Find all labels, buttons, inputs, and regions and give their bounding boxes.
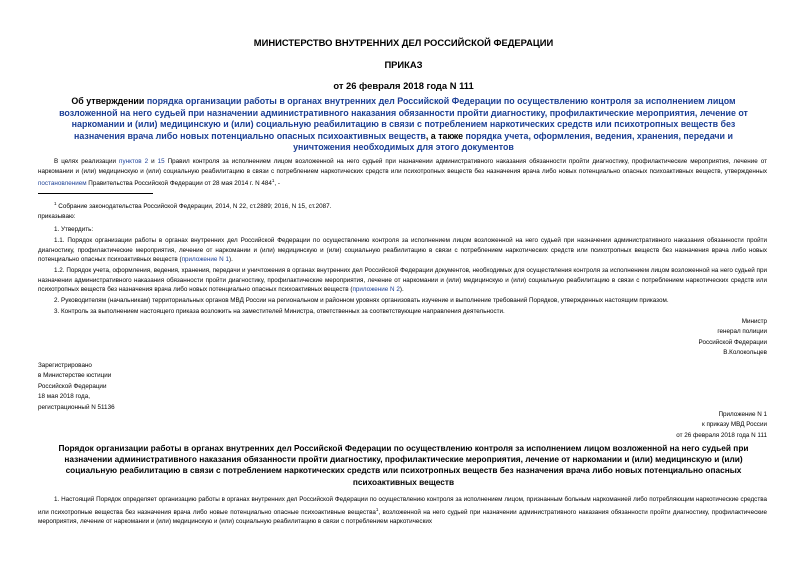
paragraph-text: , возложенной на него судьей при назначении административного наказания обязанности пройти диагностику, профилактические мероприятия, лечение от наркомании и (или) медицинскую и (или) социальную реабилитацию в связи с потреблением наркотических xyxy=(38,508,768,526)
appendix-paragraph-1 xyxy=(38,495,767,527)
doc-type: ПРИКАЗ xyxy=(384,59,423,70)
link-resolution[interactable]: постановлением xyxy=(38,180,87,188)
link-appendix-1[interactable]: приложение N 1 xyxy=(181,256,229,264)
signature-name: В.Колокольцев xyxy=(723,349,767,357)
footnote-mark: 1 xyxy=(375,506,379,512)
registration-block xyxy=(38,361,115,413)
signature-line: Российской Федерации xyxy=(698,338,767,346)
title-link-procedure[interactable]: порядка организации работы в органах внутренних дел Российской Федерации по осуществлению контроля за исполнением лицом возложенной на него судьей при назначении административного наказания обязанности пройти диагностику, профилактические мероприятия, лечение от наркомании и (или) медицинскую и (или) социальную реабилитацию в связи с потреблением наркотических средств или психотропных веществ без назначения врача либо новых потенциально опасных психоактивных веществ xyxy=(59,96,748,141)
preamble-text: , - xyxy=(274,180,280,188)
signature-block xyxy=(699,317,767,359)
item-text: 1.2. Порядок учета, оформления, ведения, хранения, передачи и уничтожения в органах внутренних дел Российской Федерации документов, необходимых для осуществления контроля за исполнением лицом возложенной на него судьей при назначении административного наказания обязанности пройти диагностику, профилактические мероприятия, лечение от наркомании и (или) медицинскую и (или) социальную реабилитацию в связи с потреблением наркотических средств или психотропных веществ без назначения врача либо новых потенциально опасных психоактивных веществ ( xyxy=(38,267,767,294)
paragraph-text: 1. Настоящий Порядок определяет организацию работы в органах внутренних дел Российской Федерации по осуществлению контроля за исполнением лицом, признанным больным наркоманией либо потребляющим наркотические средства или психотропные вещества без назначения врача либо новые потенциально опасные психоактивные вещества xyxy=(38,496,767,516)
footnote xyxy=(38,199,767,212)
ministry-header: МИНИСТЕРСТВО ВНУТРЕННИХ ДЕЛ РОССИЙСКОЙ ФЕДЕРАЦИИ xyxy=(253,37,554,48)
link-appendix-2[interactable]: приложение N 2 xyxy=(352,286,400,294)
title-text: , а также xyxy=(425,130,466,141)
title-link-accounting[interactable]: порядка учета, оформления, ведения, хранения, передачи и уничтожения необходимых для этого документов xyxy=(293,130,733,153)
footnote-separator xyxy=(38,193,153,194)
signature-line: генерал полиции xyxy=(717,328,767,336)
registration-line: Зарегистрировано xyxy=(38,362,92,369)
title-text: Об утверждении xyxy=(71,96,147,106)
appendix-line: Приложение N 1 xyxy=(718,411,767,418)
item-text: ). xyxy=(228,256,233,264)
preamble-text: Правил контроля за исполнением лицом возложенной на него судьей при назначении административного наказания обязанности пройти диагностику, профилактические мероприятия, лечение от наркомании и (или) медицинскую и (или) социальную реабилитацию в связи с потреблением наркотических средств или психотропных веществ без назначения врача либо новых потенциально опасных психоактивных веществ, утвержденных xyxy=(38,158,767,175)
appendix-line: от 26 февраля 2018 года N 111 xyxy=(676,431,767,439)
footnote-text: Собрание законодательства Российской Федерации, 2014, N 22, ст.2889; 2016, N 15, ст.2087. xyxy=(58,203,332,211)
order-title xyxy=(58,96,749,154)
link-points-2[interactable]: пунктов 2 xyxy=(119,158,149,165)
item-text: 1.1. Порядок организации работы в органах внутренних дел Российской Федерации по осуществлению контроля за исполнением лицом возложенной на него судьей при назначении административного наказания обязанности пройти диагностику, профилактические мероприятия, лечение от наркомании и (или) медицинскую и (или) социальную реабилитацию в связи с потреблением наркотических средств или психотропных веществ без назначения врача либо новых потенциально опасных психоактивных веществ ( xyxy=(38,237,767,264)
item-1: 1. Утвердить: xyxy=(54,226,94,233)
item-1-1 xyxy=(38,236,767,265)
preamble-text: В целях реализации xyxy=(54,158,120,165)
item-1-2 xyxy=(38,266,767,295)
appendix-reference xyxy=(676,410,767,441)
footnote-mark: 1 xyxy=(271,178,275,184)
footnote-mark: 1 xyxy=(54,201,57,206)
registration-line: в Министерстве юстиции xyxy=(38,372,112,380)
registration-line: Российской Федерации xyxy=(38,382,107,390)
registration-line: 18 мая 2018 года, xyxy=(38,393,90,401)
appendix-title: Порядок организации работы в органах внутренних дел Российской Федерации по осуществлению контроля за исполнением лицом возложенной на него судьей при назначении административного наказания обязанности пройти диагностику, профилактические мероприятия, лечение от наркомании и (или) медицинскую и (или) социальную реабилитацию в связи с потреблением наркотических средств или психотропных веществ без назначения врача либо новых потенциально опасных психоактивных веществ xyxy=(58,443,749,487)
appendix-line: к приказу МВД России xyxy=(701,421,767,429)
item-text: ). xyxy=(399,286,404,294)
item-3: 3. Контроль за выполнением настоящего приказа возложить на заместителей Министра, ответственных за соответствующие направления деятельности. xyxy=(54,308,505,315)
item-2: 2. Руководителям (начальникам) территориальных органов МВД России на региональном и районном уровнях организовать изучение и выполнение требований Порядков, утвержденных настоящим приказом. xyxy=(54,297,669,304)
doc-date-number: от 26 февраля 2018 года N 111 xyxy=(333,80,474,91)
preamble xyxy=(38,157,767,189)
preamble-text: Правительства Российской Федерации от 28 мая 2014 г. N 484 xyxy=(86,180,272,188)
order-word: приказываю: xyxy=(38,213,76,220)
registration-line: регистрационный N 51136 xyxy=(38,403,115,411)
link-point-15[interactable]: 15 xyxy=(157,158,165,165)
preamble-text: и xyxy=(148,158,158,165)
signature-line: Министр xyxy=(741,318,767,325)
